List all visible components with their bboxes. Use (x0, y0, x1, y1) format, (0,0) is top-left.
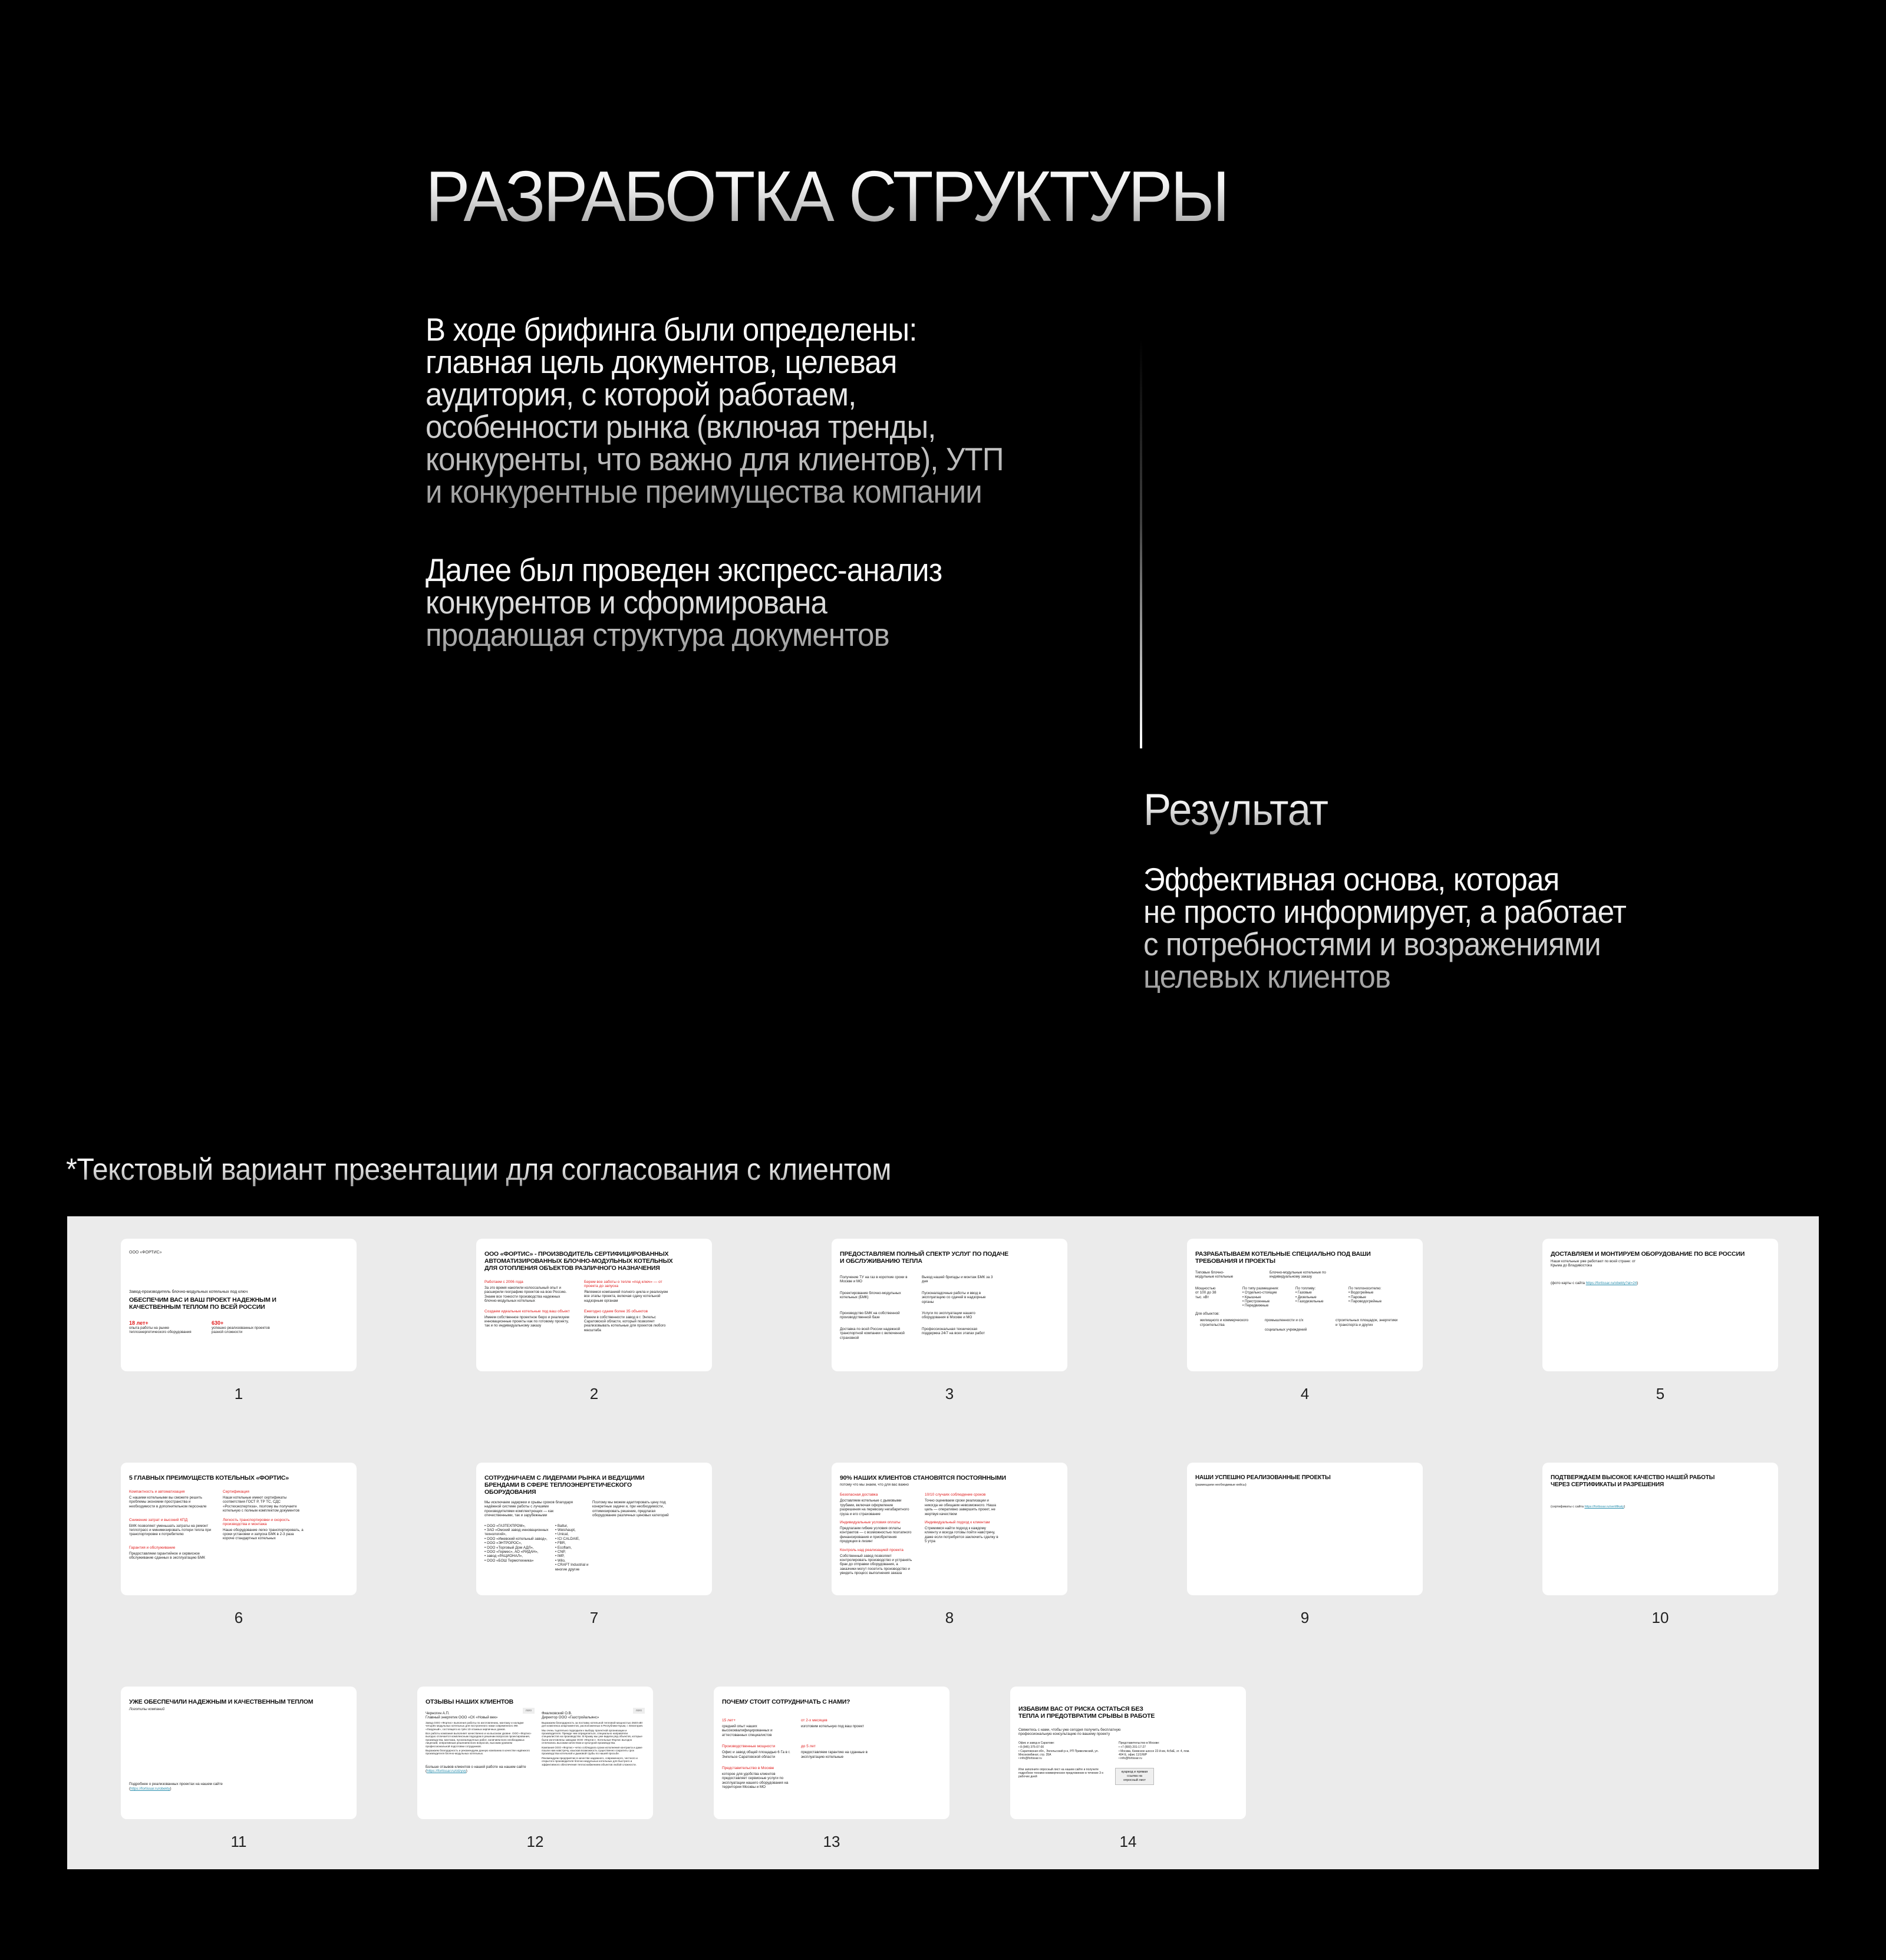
link[interactable]: https://fortissar.ru/sertifikaty (1584, 1505, 1624, 1509)
slide-number: 8 (945, 1609, 954, 1626)
stat: 630+ успешно реализованных проектов разной сложности (212, 1320, 270, 1335)
slide-thumbnail-14[interactable] (1010, 1687, 1246, 1850)
result-title: Результат (1143, 784, 1328, 837)
slide-number: 12 (526, 1833, 544, 1850)
text-line: не просто информирует, а работает (1143, 893, 1626, 930)
slide: ПОДТВЕРЖДАЕМ ВЫСОКОЕ КАЧЕСТВО НАШЕЙ РАБОТЫ ЧЕРЕЗ СЕРТИФИКАТЫ И РАЗРЕШЕНИЯ (сертификаты с сайта https://fortissar.ru/sertifikaty) (1542, 1463, 1778, 1595)
vertical-divider (1140, 339, 1142, 748)
slide-title: ОТЗЫВЫ НАШИХ КЛИЕНТОВ (426, 1698, 514, 1705)
text-line: В ходе брифинга были определены: (426, 311, 917, 348)
slide-org: ООО «ФОРТИС» (129, 1250, 162, 1255)
review: лого Фиалковский О.В. Директор ООО «Газстройальянс» Выражаем благодарность за поставку котельной тепловой мощностью 3640 кВт для комплекса апартаментов, расположенных в Республике Крым, г. Евпатория. Мы очень тщательно подходили к выбору проектной организации и производителя. Прежде чем определиться, специально направляли специалистов на производство. В Крыму мы уже видели ряд объектов, которые были изготовлены заводом ООО «Фортис». Котельные Фортис выгодно отличались высоким качеством и культурой производства. Компания ООО «Фортис» четко соблюдала сроки исполнения контракта и даже пошли нам навстречу, изыскав возможность существенно сократить срок производства котельной и дымовой трубы по нашей просьбе. Рекомендуем предприятие в качестве надежного, современного, честного и открытого производителя блочно-модульных котельных для быстрого и эффективного обеспечения теплоснабжением объектов любой сложности. (542, 1711, 645, 1774)
slide-title: 5 ГЛАВНЫХ ПРЕИМУЩЕСТВ КОТЕЛЬНЫХ «ФОРТИС» (129, 1474, 289, 1481)
slide: ДОСТАВЛЯЕМ И МОНТИРУЕМ ОБОРУДОВАНИЕ ПО ВСЕ РОССИИ Наши котельные уже работают по всей стране: от Крыма до Владивостока (фото карты с сайта https://fortissar.ru/obekty?at=24) (1542, 1239, 1778, 1371)
slide: РАЗРАБАТЫВАЕМ КОТЕЛЬНЫЕ СПЕЦИАЛЬНО ПОД ВАШИ ТРЕБОВАНИЯ И ПРОЕКТЫ Типовые блочно-модульные котельные Блочно-модульные котельные по индивидуальному заказу Мощностью от 100 до 38 тыс. кВт По типу размещения: • Отдельно-стоящие • Крышные • Пристроенные • Передвижные По топливу: • Газовые • Дизельные • Газодизельные По теплоносителю: • Водогрейные • Паровые • Пароводогрейные Для объектов: жилищного и коммерческого строительства промышленности и с/х социальных учреждений строительных площадок, энергетики и транспорта и других (1187, 1239, 1423, 1371)
stat: 18 лет+ опыта работы на рынке теплоэнергетического оборудования (129, 1320, 192, 1335)
text-line: конкуренты, что важно для клиентов), УТП (426, 441, 1004, 477)
slide: НАШИ УСПЕШНО РЕАЛИЗОВАННЫЕ ПРОЕКТЫ (размещаем необходимые кейсы) (1187, 1463, 1423, 1595)
text-line: конкурентов и сформирована (426, 584, 827, 621)
slide-number: 9 (1300, 1609, 1310, 1626)
slide-thumbnail-12[interactable] (417, 1687, 653, 1850)
slide (417, 1687, 653, 1819)
slide-thumbnail-7[interactable] (476, 1463, 712, 1626)
slide-thumbnail-5[interactable] (1542, 1239, 1778, 1403)
slide-title: ООО «ФОРТИС» - ПРОИЗВОДИТЕЛЬ СЕРТИФИЦИРОВАННЫХ АВТОМАТИЗИРОВАННЫХ БЛОЧНО-МОДУЛЬНЫХ КОТЕЛЬНЫХ ДЛЯ ОТОПЛЕНИЯ ОБЪЕКТОВ РАЗЛИЧНОГО НАЗНАЧЕНИЯ (484, 1250, 673, 1272)
slide-number: 10 (1651, 1609, 1669, 1626)
slide-items: Работаем с 2006 года За это время накопили колоссальный опыт и расширили географию проектов на всю Россию. Знаем все тонкости производства надежных блочно-модульных котельных Берем все заботы о тепле «под ключ» — от проекта до запуска Являемся компанией полного цикла и реализуем все этапы проекта, включая сдачу котельной надзорным органам Создаем идеальные котельные под ваш объект Имеем собственное проектное бюро и реализуем инновационные проекты как по готовому проекту, так и по индивидуальному заказу Ежегодно сдаем более 35 объектов Имеем в собственности завод в г. Энгельс Саратовской области, который позволяет реализовывать котельные для проектов любого масштаба (484, 1280, 668, 1332)
slide-title: РАЗРАБАТЫВАЕМ КОТЕЛЬНЫЕ СПЕЦИАЛЬНО ПОД ВАШИ ТРЕБОВАНИЯ И ПРОЕКТЫ (1195, 1250, 1371, 1265)
slide-thumbnail-13[interactable] (714, 1687, 949, 1850)
slide-title: НАШИ УСПЕШНО РЕАЛИЗОВАННЫЕ ПРОЕКТЫ (1195, 1474, 1331, 1481)
slide-title: ПРЕДОСТАВЛЯЕМ ПОЛНЫЙ СПЕКТР УСЛУГ ПО ПОДАЧЕ И ОБСЛУЖИВАНИЮ ТЕПЛА (840, 1250, 1008, 1265)
slides-panel (67, 1216, 1819, 1869)
slide-thumbnail-1[interactable] (121, 1239, 357, 1403)
page-title: РАЗРАБОТКА СТРУКТУРЫ (426, 156, 1228, 236)
slide-title: ОБЕСПЕЧИМ ВАС И ВАШ ПРОЕКТ НАДЕЖНЫМ И КАЧЕСТВЕННЫМ ТЕПЛОМ ПО ВСЕЙ РОССИИ (129, 1296, 276, 1311)
slide-number: 11 (230, 1833, 247, 1850)
slide-items: 15 лет+ средний опыт наших высококвалифицированных и аттестованных специалистов от 2-х месяцев изготовим котельную под ваш проект Производственные мощности Офис и завод общей площадью 6 Га в г. Энгельсе Саратовской области до 5 лет предоставляем гарантию на сданные в эксплуатацию котельные Представительство в Москве которое для удобства клиентов предоставляет сервисные услуги по эксплуатации нашего оборудования на территории Москвы и МО (722, 1718, 868, 1790)
slide-number: 1 (234, 1385, 243, 1403)
slide-number: 14 (1119, 1833, 1137, 1850)
slide-title: УЖЕ ОБЕСПЕЧИЛИ НАДЕЖНЫМ И КАЧЕСТВЕННЫМ ТЕПЛОМ (129, 1698, 314, 1705)
intro-paragraph-2 (426, 554, 1083, 651)
slide-thumbnail-10[interactable] (1542, 1463, 1778, 1626)
qr-link-button[interactable]: куаркод и прямая ссылка на опросный лист (1115, 1768, 1154, 1785)
slide-thumbnail-4[interactable] (1187, 1239, 1423, 1403)
slide-number: 5 (1656, 1385, 1665, 1403)
slide-number: 3 (945, 1385, 954, 1403)
slide-thumbnail-9[interactable] (1187, 1463, 1423, 1626)
intro-paragraph-1 (426, 311, 1083, 510)
text-line: продающая структура документов (426, 616, 889, 653)
logo-placeholder: лого (523, 1708, 535, 1714)
slide-number: 4 (1300, 1385, 1310, 1403)
slide (476, 1239, 712, 1371)
slide-title: ДОСТАВЛЯЕМ И МОНТИРУЕМ ОБОРУДОВАНИЕ ПО ВСЕ РОССИИ (1551, 1250, 1745, 1258)
slide-items: Компактность и автоматизация С нашими котельными вы сможете решить проблемы экономии пространства и необходимости в дополнительном персонале Сертификация Наши котельные имеют сертификаты соответствия ГОСТ Р, ТР ТС, СДС «Ростехэкспертиза», поэтому вы получаете котельную с полным комплектом документов Снижение затрат и высокий КПД БМК позволяют уменьшать затраты на ремонт теплотрасс и минимизировать потери тепла при транспортировке к потребителю Легкость транспортировки и скорость производства и монтажа Наше оборудование легко транспортировать, а сроки установки и запуска БМК в 2-3 раза короче стандартных котельных Гарантия и обслуживание Предоставляем гарантийное и сервисное обслуживание сданных в эксплуатацию БМК (129, 1490, 304, 1560)
slide-items: Безопасная доставка Доставляем котельные с дымовыми трубами, включая оформление разрешения на перевозку негабаритного груза и его страхование 10/10 случаях соблюдение сроков Точно оцениваем сроки реализации и никогда не обещаем невозможного. Наша цель — оперативно завершить проект, не жертвуя качеством Индивидуальные условия оплаты Предлагаем гибкие условия оплаты контрактов — с возможностью поэтапного финансирования и приобретения продукции в лизинг Индивидуальный подход к клиентам Стремимся найти подход к каждому клиенту и всегда готовы пойти навстречу, даже если потребуется заключить сделку в 5 утра Контроль над реализацией проекта Собственный завод позволяет контролировать производство и устранять брак до отправки оборудования, а заказчики могут посетить производство и увидеть процесс выполнения заказа (840, 1493, 998, 1576)
text-line: с потребностями и возражениями (1143, 926, 1601, 962)
slide (832, 1239, 1067, 1371)
logo-placeholder: лого (633, 1708, 645, 1714)
slide: ИЗБАВИМ ВАС ОТ РИСКА ОСТАТЬСЯ БЕЗ ТЕПЛА И ПРЕДОТВРАТИМ СРЫВЫ В РАБОТЕ Свяжитесь с нами, чтобы уже сегодня получить бесплатную профессиональную консультацию по вашему проекту Офис и завод в Саратове: • 8 (845) 375-07-00 • Саратовская обл., Энгельсский р-н, РП Приволжский, ул. Мясокомбинат, стр. 35А • info@fortissar.ru Представительство в Москве: • +7 (800) 201-17-27 • Москва, Киевское шоссе 22-й км, 4с5кЕ, эт. 4, пом. 404 Е, офис 11/1/WP • info@fortissar.ru Или заполните опросный лист на нашем сайте и получите подробное технико-коммерческое предложение в течение 3-х рабочих дней куаркод и прямая ссылка на опросный лист (1010, 1687, 1246, 1819)
slide: 90% НАШИХ КЛИЕНТОВ СТАНОВЯТСЯ ПОСТОЯННЫМИ потому что мы знаем, что для вас важно Безопасная доставка Доставляем котельные с дымовыми трубами, включая оформление разрешения на перевозку негабаритного груза и его страхование 10/10 случаях соблюдение сроков Точно оцениваем сроки реализации и никогда не обещаем невозможного. Наша цель — оперативно завершить проект, не жертвуя качеством Индивидуальные условия оплаты Предлагаем гибкие условия оплаты контрактов — с возможностью поэтапного финансирования и приобретения продукции в лизинг Индивидуальный подход к клиентам Стремимся найти подход к каждому клиенту и всегда готовы пойти навстречу, даже если потребуется заключить сделку в 5 утра Контроль над реализацией проекта Собственный завод позволяет контролировать производство и устранять брак до отправки оборудования, а заказчики могут посетить производство и увидеть процесс выполнения заказа (832, 1463, 1067, 1595)
slide (714, 1687, 949, 1819)
result-text (1143, 863, 1626, 993)
link[interactable]: https://fortissar.ru/obekty?at=24 (1585, 1281, 1637, 1285)
text-line: аудитория, с которой работаем, (426, 376, 856, 413)
text-line: целевых клиентов (1143, 958, 1391, 995)
link[interactable]: https://fortissar.ru/obekty (130, 1786, 170, 1791)
presentation-note: *Текстовый вариант презентации для согласования с клиентом (66, 1153, 892, 1187)
slide-title: ПОЧЕМУ СТОИТ СОТРУДНИЧАТЬ С НАМИ? (722, 1698, 850, 1705)
text-line: особенности рынка (включая тренды, (426, 408, 936, 445)
slide: УЖЕ ОБЕСПЕЧИЛИ НАДЕЖНЫМ И КАЧЕСТВЕННЫМ ТЕПЛОМ Логотипы компаний Подробнее о реализованных проектах на нашем сайте (https://fortissar.ru/obekty) (121, 1687, 357, 1819)
text-line: и конкурентные преимущества компании (426, 473, 982, 510)
slide-subtitle: Завод-производитель блочно-модульных котельных под ключ (129, 1290, 248, 1294)
slide-title: СОТРУДНИЧАЕМ С ЛИДЕРАМИ РЫНКА И ВЕДУЩИМИ БРЕНДАМИ В СФЕРЕ ТЕПЛОЭНЕРГЕТИЧЕСКОГО ОБОРУДОВАНИЯ (484, 1474, 645, 1496)
slide (121, 1463, 357, 1595)
slide-thumbnail-6[interactable] (121, 1463, 357, 1626)
text-line: главная цель документов, целевая (426, 344, 897, 380)
slide-number: 2 (589, 1385, 599, 1403)
text-line: Эффективная основа, которая (1143, 861, 1559, 897)
review: лого Черногин А.П. Главный энергетик ООО «СК «Новый век» Завод ООО «Фортис» выполнил работы по изготовлению, монтажу и наладке четырёх модульных котельных для построенного нами современного ЖК «Лазурный», состоящего из трёх 10-этажных кирпичных домов. Все работы компания выполняет качественно и на высоком уровне. ООО «Фортис» выгодно отличается комплексным подходом в решении вопросов проектирования, производства, монтажа, пусконаладочных работ, наличием всех необходимых лицензий, оперативным решением всех вопросов, высоким уровнем профессиональной подготовки сотрудников. Выражаем благодарность и рекомендуем данную компанию в качестве надёжного производителя блочно-модульных котельных. Больше отзывов клиентов о нашей работе на нашем сайте (https://fortissar.ru/otzyvy) (426, 1711, 535, 1774)
slide-title: 90% НАШИХ КЛИЕНТОВ СТАНОВЯТСЯ ПОСТОЯННЫМИ (840, 1474, 1006, 1481)
slide-title: ИЗБАВИМ ВАС ОТ РИСКА ОСТАТЬСЯ БЕЗ ТЕПЛА И ПРЕДОТВРАТИМ СРЫВЫ В РАБОТЕ (1018, 1705, 1155, 1720)
slide-number: 6 (234, 1609, 243, 1626)
slide: СОТРУДНИЧАЕМ С ЛИДЕРАМИ РЫНКА И ВЕДУЩИМИ БРЕНДАМИ В СФЕРЕ ТЕПЛОЭНЕРГЕТИЧЕСКОГО ОБОРУДОВАНИЯ Мы исключаем задержки и срывы сроков благодаря надёжной системе работы с лучшими производителями комплектующих — как отечественными, так и зарубежными Поэтому мы можем адаптировать цену под конкретные задачи и, при необходимости, оптимизировать решение, предлагая оборудование различных ценовых категорий • ООО «ГАЗТЕХПРОМ», • ЗАО «Омский завод инновационных технологий», • ООО «Ижевский котельный завод», • ООО «ЭНТРОРОС», • ООО «Торговый Дом АДЛ», • ООО «Гермес», АО «РИДАН», • завод «РАЦИОНАЛ», • ООО «БОШ Термотехника» • Baltur, • Weishaupt, • Unical, • ICI CALDAIE, • FBR, • Ecoflam, • CNP, • IMP, • Wilo, • CRAFT Industrial и многие другие (476, 1463, 712, 1595)
slide-thumbnail-2[interactable] (476, 1239, 712, 1403)
slide (121, 1239, 357, 1371)
slide-items: Получение ТУ на газ в короткие сроки в Москве и МО Выезд нашей бригады и монтаж БМК за 3 дня Проектирование блочно-модульных котельных (БМК) Пусконаладочные работы и ввод в эксплуатацию со сдачей в надзорные органы Производство БМК на собственной производственной базе Услуги по эксплуатации нашего оборудования в Москве и МО Доставка по всей России надежной транспортной компании с включенной страховкой Профессиональная техническая поддержка 24/7 на всех этапах работ (840, 1275, 993, 1340)
slide-thumbnail-3[interactable] (832, 1239, 1067, 1403)
slide-thumbnail-8[interactable] (832, 1463, 1067, 1626)
slide-thumbnail-11[interactable] (121, 1687, 357, 1850)
slide-number: 13 (823, 1833, 840, 1850)
link[interactable]: https://fortissar.ru/otzyvy (427, 1769, 466, 1774)
slide-number: 7 (589, 1609, 599, 1626)
slide-title: ПОДТВЕРЖДАЕМ ВЫСОКОЕ КАЧЕСТВО НАШЕЙ РАБОТЫ ЧЕРЕЗ СЕРТИФИКАТЫ И РАЗРЕШЕНИЯ (1551, 1474, 1715, 1488)
text-line: Далее был проведен экспресс-анализ (426, 552, 942, 588)
